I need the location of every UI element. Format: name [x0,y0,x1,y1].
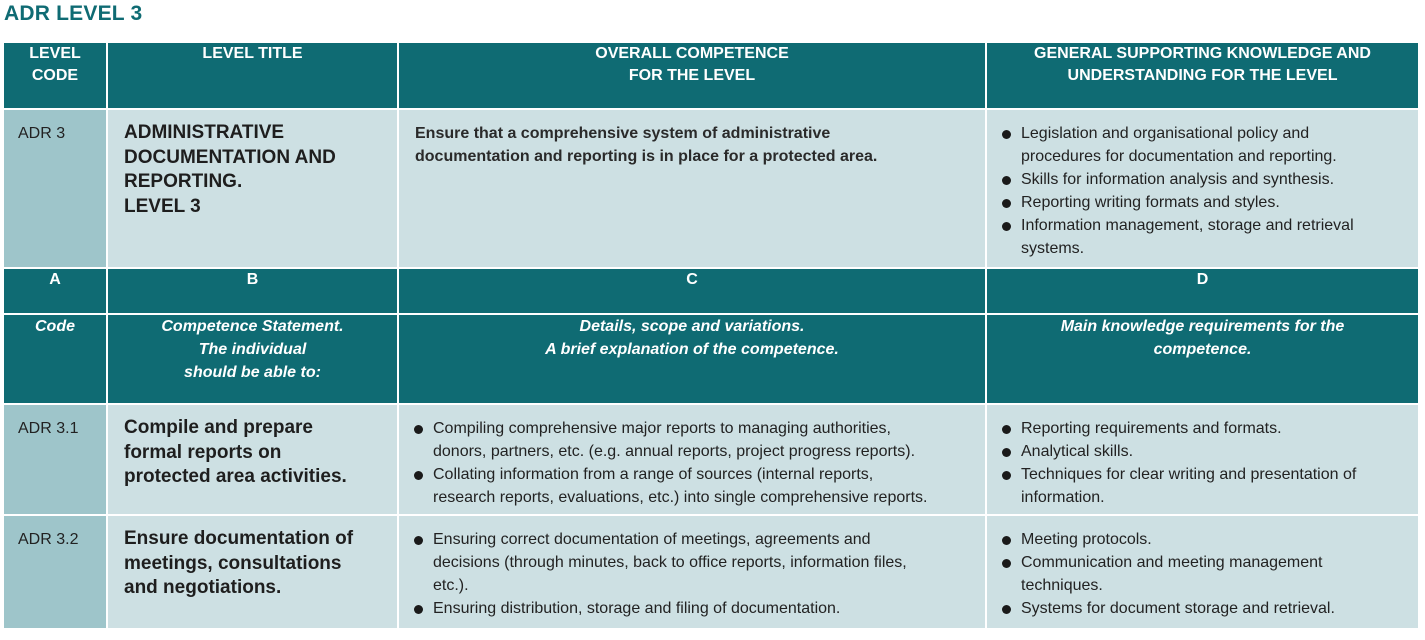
knowledge-cell [986,515,1418,629]
page-title: ADR LEVEL 3 [4,2,143,25]
header-level-title: LEVEL TITLE [107,43,398,109]
general-knowledge-cell [986,109,1418,268]
list-item: Compiling comprehensive major reports to managing authorities, donors, partners, etc. (e.g. annual reports, project progress reports). [413,417,975,463]
level-row [4,109,1418,268]
list-item: Information management, storage and retrieval systems. [1001,214,1408,260]
column-letter-a: A [4,268,107,314]
list-item: Legislation and organisational policy and procedures for documentation and reporting. [1001,122,1408,168]
details-cell [398,404,986,515]
general-knowledge-list [1001,122,1408,260]
column-letter-c: C [398,268,986,314]
column-letter-d: D [986,268,1418,314]
knowledge-list [1001,528,1408,620]
table-row [4,404,1418,515]
subheader-knowledge: Main knowledge requirements for the competence. [986,314,1418,404]
list-item: Skills for information analysis and synthesis. [1001,168,1408,191]
table-row [4,515,1418,629]
header-overall-competence: OVERALL COMPETENCE FOR THE LEVEL [398,43,986,109]
knowledge-list [1001,417,1408,509]
list-item: Meeting protocols. [1001,528,1408,551]
list-item: Techniques for clear writing and presentation of information. [1001,463,1408,509]
details-cell [398,515,986,629]
list-item: Reporting requirements and formats. [1001,417,1408,440]
header-row [4,43,1418,109]
competence-statement-cell: Compile and prepare formal reports on protected area activities. [107,404,398,515]
knowledge-cell [986,404,1418,515]
column-letter-b: B [107,268,398,314]
list-item: Reporting writing formats and styles. [1001,191,1408,214]
subheader-code: Code [4,314,107,404]
list-item: Analytical skills. [1001,440,1408,463]
level-title-cell: ADMINISTRATIVE DOCUMENTATION AND REPORTING. LEVEL 3 [107,109,398,268]
level-code-cell: ADR 3 [4,109,107,268]
details-list [413,417,975,509]
competence-code-cell: ADR 3.1 [4,404,107,515]
column-letter-row [4,268,1418,314]
competence-statement-cell: Ensure documentation of meetings, consultations and negotiations. [107,515,398,629]
header-general-knowledge: GENERAL SUPPORTING KNOWLEDGE AND UNDERSTANDING FOR THE LEVEL [986,43,1418,109]
competence-code-cell: ADR 3.2 [4,515,107,629]
overall-competence-cell [398,109,986,268]
overall-competence-text: Ensure that a comprehensive system of administrative documentation and reporting is in place for a protected area. [415,125,878,165]
list-item: Communication and meeting management techniques. [1001,551,1408,597]
list-item: Ensuring correct documentation of meetings, agreements and decisions (through minutes, back to office reports, information files, etc.). [413,528,975,597]
list-item: Systems for document storage and retrieval. [1001,597,1408,620]
header-level-code: LEVEL CODE [4,43,107,109]
list-item: Ensuring distribution, storage and filing of documentation. [413,597,975,620]
details-list [413,528,975,620]
subheader-details: Details, scope and variations. A brief explanation of the competence. [398,314,986,404]
competence-table [4,43,1418,630]
list-item: Collating information from a range of sources (internal reports, research reports, evaluations, etc.) into single comprehensive reports. [413,463,975,509]
subheader-row [4,314,1418,404]
subheader-competence-statement: Competence Statement. The individual should be able to: [107,314,398,404]
